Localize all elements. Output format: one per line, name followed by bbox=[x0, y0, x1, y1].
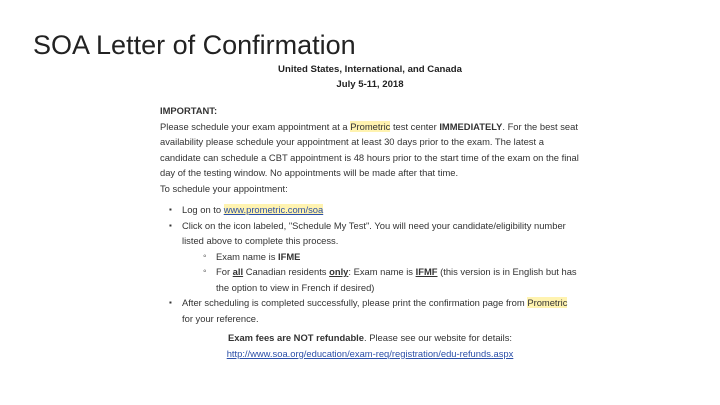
list-item bbox=[216, 249, 580, 265]
prometric-highlight: Prometric bbox=[527, 297, 568, 308]
schedule-steps bbox=[160, 202, 580, 326]
text: Canadian residents bbox=[243, 266, 330, 277]
schedule-intro: To schedule your appointment: bbox=[160, 182, 288, 194]
exam-code: IFMF bbox=[415, 266, 438, 277]
text: For bbox=[216, 266, 233, 277]
text: Please schedule your exam appointment at a bbox=[160, 120, 351, 132]
text: test center bbox=[390, 120, 440, 132]
list-item bbox=[182, 295, 580, 326]
important-paragraph bbox=[160, 119, 580, 181]
text: (this version is in English but has the option to view in French if desired) bbox=[216, 266, 577, 293]
slide-title: SOA Letter of Confirmation bbox=[33, 30, 356, 60]
text: Exam name is bbox=[216, 250, 278, 262]
emphasis: all bbox=[232, 266, 244, 277]
emphasis: only bbox=[329, 266, 349, 277]
fees-notice bbox=[160, 330, 580, 361]
text: Log on to bbox=[182, 204, 224, 215]
letter-header-dates: July 5-11, 2018 bbox=[336, 79, 404, 90]
text: Click on the icon labeled, "Schedule My Test". You will need your candidate/eligibility number listed above to complete this process. bbox=[182, 219, 566, 246]
immediately-emphasis: IMMEDIATELY bbox=[439, 120, 503, 132]
important-label: IMPORTANT: bbox=[160, 105, 218, 116]
text: for your reference. bbox=[182, 312, 259, 324]
list-item bbox=[182, 202, 580, 218]
list-item bbox=[216, 264, 580, 295]
text: . Please see our website for details: bbox=[364, 332, 512, 343]
refund-policy-link[interactable]: http://www.soa.org/education/exam-req/registration/edu-refunds.aspx bbox=[226, 347, 514, 359]
exam-code: IFME bbox=[278, 250, 301, 262]
text: : Exam name is bbox=[348, 266, 416, 277]
exam-name-list bbox=[182, 249, 580, 296]
text: . For the best seat availability please schedule your appointment at least 30 days prior to the exam. The latest a candidate can schedule a CBT appointment is 48 hours prior to the start time of the exam on the final day of the testing window. No appointments will be made after that time. bbox=[160, 120, 579, 178]
prometric-highlight: Prometric bbox=[350, 120, 391, 132]
confirmation-letter bbox=[160, 62, 580, 361]
prometric-link[interactable]: www.prometric.com/soa bbox=[223, 204, 324, 215]
letter-header-region: United States, International, and Canada bbox=[278, 64, 462, 75]
fees-bold: Exam fees are NOT refundable bbox=[228, 332, 364, 343]
list-item bbox=[182, 218, 580, 296]
text: After scheduling is completed successfully, please print the confirmation page from bbox=[182, 297, 528, 308]
